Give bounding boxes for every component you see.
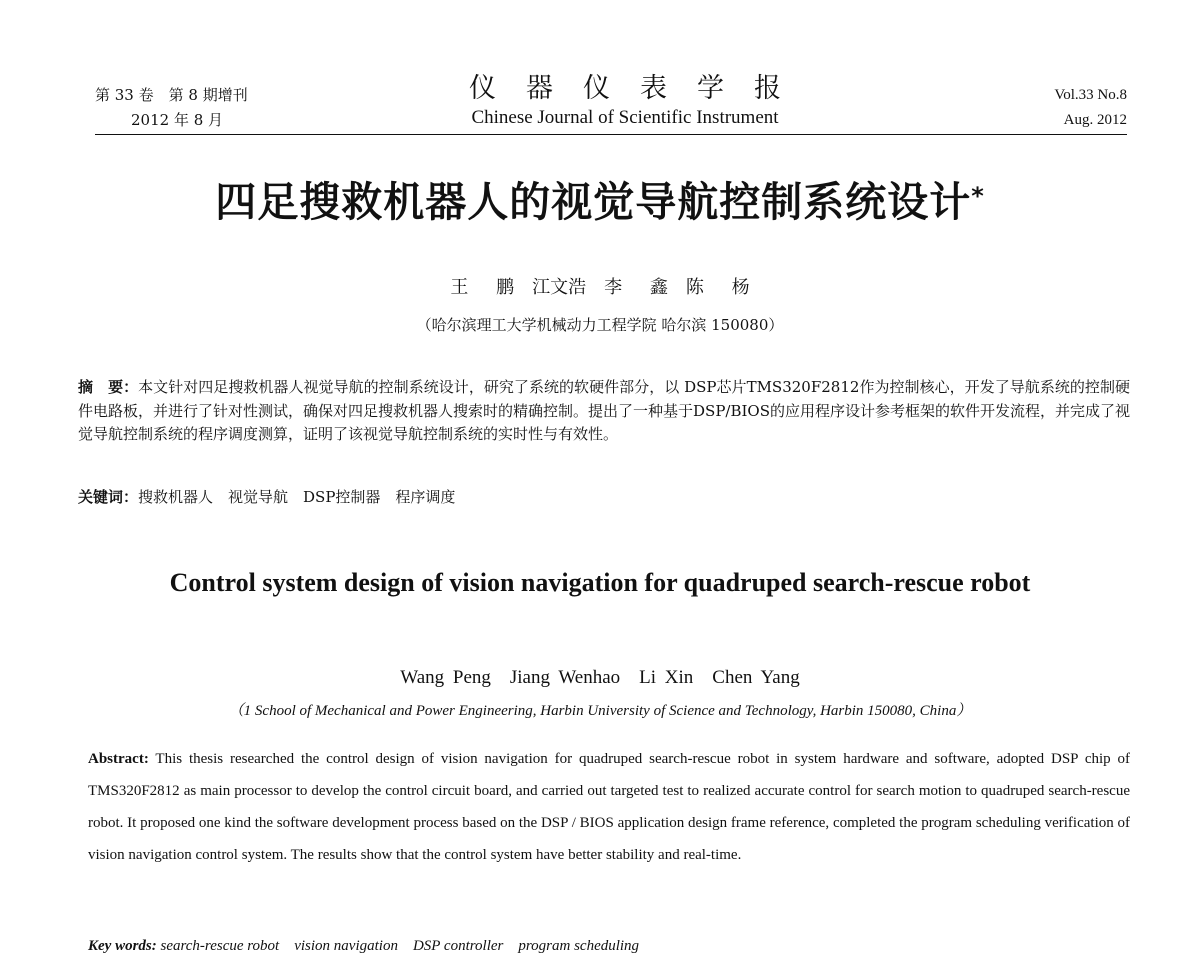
affiliation-en: （1 School of Mechanical and Power Engineering, Harbin University of Science and Technology, Harbin 150080, China）: [228, 703, 972, 719]
title-footnote-mark: *: [971, 182, 985, 210]
title-en: Control system design of vision navigation for quadruped search-rescue robot: [169, 568, 1031, 597]
affiliation-cn: （哈尔滨理工大学机械动力工程学院 哈尔滨 150080）: [416, 316, 784, 334]
authors-en: Wang Peng Jiang Wenhao Li Xin Chen Yang: [400, 667, 800, 688]
abstract-cn-text: 本文针对四足搜救机器人视觉导航的控制系统设计，研究了系统的软硬件部分，以 DSP芯片TMS320F2812作为控制核心，开发了导航系统的控制硬件电路板，并进行了针对性测试，确保对四足搜救机器人搜索时的精确控制。提出了一种基于DSP/BIOS的应用程序设计参考框架的软件开发流程，并完成了视觉导航控制系统的程序调度测算，证明了该视觉导航控制系统的实时性与有效性。: [78, 378, 1130, 443]
journal-header: [95, 72, 1127, 135]
keywords-en-text: search-rescue robot vision navigation DSP controller program scheduling: [156, 938, 640, 954]
header-center: [425, 72, 825, 130]
date-en: Aug. 2012: [1063, 112, 1127, 128]
authors-cn: 王 鹏 江文浩 李 鑫 陈 杨: [450, 277, 750, 298]
abstract-cn: [78, 376, 1130, 447]
abstract-en-label: Abstract:: [88, 751, 149, 767]
keywords-cn: [78, 486, 1130, 509]
abstract-en: [88, 743, 1130, 871]
date-cn: 2012 年 8 月: [131, 111, 224, 129]
journal-name-en: Chinese Journal of Scientific Instrument: [471, 107, 779, 128]
title-cn-text: 四足搜救机器人的视觉导航控制系统设计: [215, 178, 972, 226]
abstract-cn-label: 摘 要：: [78, 378, 139, 396]
header-left: [95, 83, 248, 133]
journal-name-cn: 仪器仪表学报: [469, 73, 811, 104]
volume-issue-cn: 第 33 卷 第 8 期增刊: [95, 86, 248, 104]
keywords-en: [88, 935, 1130, 957]
keywords-cn-text: 搜救机器人 视觉导航 DSP控制器 程序调度: [138, 488, 456, 506]
title-cn: [0, 176, 1200, 228]
keywords-cn-label: 关键词：: [78, 488, 139, 506]
header-right: [1054, 83, 1127, 133]
keywords-en-label: Key words:: [88, 938, 157, 954]
abstract-en-text: This thesis researched the control design of vision navigation for quadruped search-rescue robot in system hardware and software, adopted DSP chip of TMS320F2812 as main processor to develop the control circuit board, and carried out targeted test to realized accurate control for search motion to quadruped search-rescue robot. It proposed one kind the software development process based on the DSP / BIOS application design frame reference, completed the program scheduling verification of vision navigation control system. The results show that the control system have better stability and real-time.: [88, 751, 1130, 863]
volume-issue-en: Vol.33 No.8: [1054, 87, 1127, 103]
